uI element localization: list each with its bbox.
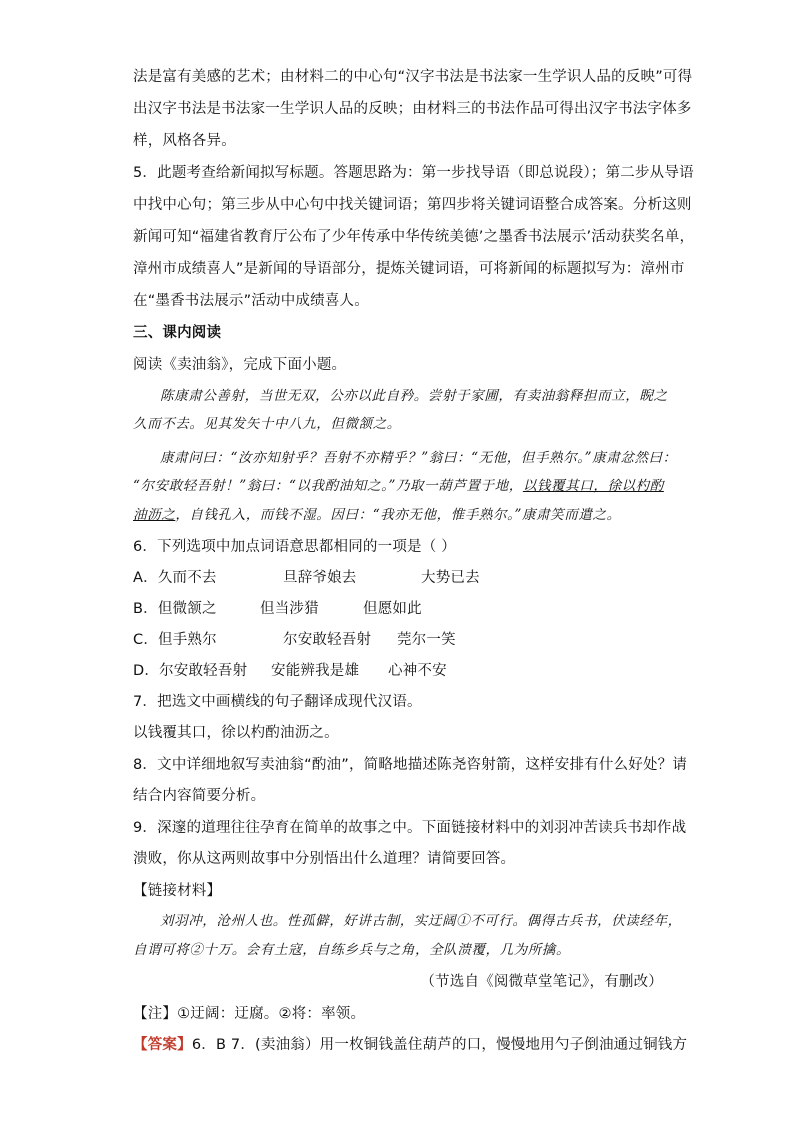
link-note: 【注】①迂阔：迂腐。②将：率领。: [133, 1006, 366, 1022]
underlined-sentence-part-2: 油沥之: [133, 507, 176, 523]
section-intro: 阅读《卖油翁》，完成下面小题。: [133, 357, 347, 373]
answer-text: 6．B 7．(卖油翁）用一枚铜钱盖住葫芦的口，慢慢地用勺子倒油通过铜钱方: [191, 1037, 688, 1053]
underlined-sentence-part-1: 以钱覆其口，徐以杓酌: [522, 478, 664, 494]
q5-line-4: 漳州市成绩喜人”是新闻的导语部分，提炼关键词语，可将新闻的标题拟写为：漳州市: [133, 261, 685, 277]
q5-line-1: 5．此题考查给新闻拟写标题。答题思路为：第一步找导语（即总说段）；第二步从导语: [133, 165, 694, 181]
q6-c-2: 尔安敢轻吾射: [283, 632, 372, 648]
q6-a-3: 大势已去: [421, 570, 480, 586]
q8-line-1: 8．文中详细地叙写卖油翁“酌油”，简略地描述陈尧咨射箭，这样安排有什么好处？请: [133, 757, 688, 773]
q6-c-3: 莞尔一笑: [397, 632, 456, 648]
link-source: （节选自《阅微草堂笔记》，有删改）: [420, 974, 663, 990]
q5-line-5: 在“墨香书法展示”活动中成绩喜人。: [133, 293, 369, 309]
passage-p2-line-2: [133, 476, 663, 496]
passage-p2-line-2-text: “尔安敢轻吾射！”翁曰：“以我酌油知之。”乃取一葫芦置于地，: [133, 478, 523, 494]
passage-p2-line-3: [133, 505, 663, 525]
passage-p1-line-1: 陈康肃公善射，当世无双，公亦以此自矜。尝射于家圃，有卖油翁释担而立，睨之: [160, 388, 668, 404]
link-title: 【链接材料】: [133, 883, 222, 899]
q9-line-1: 9．深邃的道理往往孕育在简单的故事之中。下面链接材料中的刘羽冲苦读兵书却作战: [133, 820, 687, 836]
passage-p2-line-1: 康肃问曰：“汝亦知射乎？吾射不亦精乎？”翁曰：“无他，但手熟尔。”康肃忿然曰：: [160, 450, 677, 466]
q6-a-1: A．久而不去: [133, 570, 217, 586]
q9-line-2: 溃败，你从这两则故事中分别悟出什么道理？请简要回答。: [133, 851, 516, 867]
passage-p2-line-3-text: ，自钱孔入，而钱不湿。因曰：“我亦无他，惟手熟尔。”康肃笑而遣之。: [175, 507, 621, 523]
q6-a-2: 旦辞爷娘去: [283, 570, 357, 586]
prev-line-2: 出汉字书法是书法家一生学识人品的反映；由材料三的书法作品可得出汉字书法字体多: [133, 101, 692, 117]
q8-line-2: 结合内容简要分析。: [133, 788, 266, 804]
q6-b-1: B．但微颔之: [133, 601, 217, 617]
prev-line-3: 样，风格各异。: [133, 133, 236, 149]
answer-label: 【答案】: [133, 1037, 192, 1053]
prev-line-1: 法是富有美感的艺术；由材料二的中心句“汉字书法是书法家一生学识人品的反映”可得: [133, 69, 693, 85]
answer-line: [133, 1035, 688, 1055]
link-line-2: 自谓可将②十万。会有土寇，自练乡兵与之角，全队溃覆，几为所擒。: [133, 942, 571, 958]
q6-d-2: 安能辨我是雄: [271, 663, 360, 679]
q7-stem: 7．把选文中画横线的句子翻译成现代汉语。: [133, 694, 422, 710]
q5-line-2: 中找中心句；第三步从中心句中找关键词语；第四步将关键词语整合成答案。分析这则: [133, 197, 692, 213]
passage-p1-line-2: 久而不去。见其发矢十中八九，但微颔之。: [133, 416, 401, 432]
section-title: 三、课内阅读: [133, 325, 222, 341]
q5-line-3: 新闻可知“福建省教育厅公布了少年传承中华传统美德’之墨香书法展示’活动获奖名单，: [133, 229, 695, 245]
q6-b-3: 但愿如此: [363, 601, 422, 617]
q7-sentence: 以钱覆其口，徐以杓酌油沥之。: [133, 725, 339, 741]
q6-d-3: 心神不安: [388, 663, 447, 679]
q6-c-1: C．但手熟尔: [133, 632, 217, 648]
q6-b-2: 但当涉猎: [260, 601, 319, 617]
q6-stem: 6．下列选项中加点词语意思都相同的一项是（ ）: [133, 539, 456, 555]
q6-d-1: D．尔安敢轻吾射: [133, 663, 248, 679]
link-line-1: 刘羽冲，沧州人也。性孤僻，好讲古制，实迂阔①不可行。偶得古兵书，伏读经年，: [160, 913, 682, 929]
